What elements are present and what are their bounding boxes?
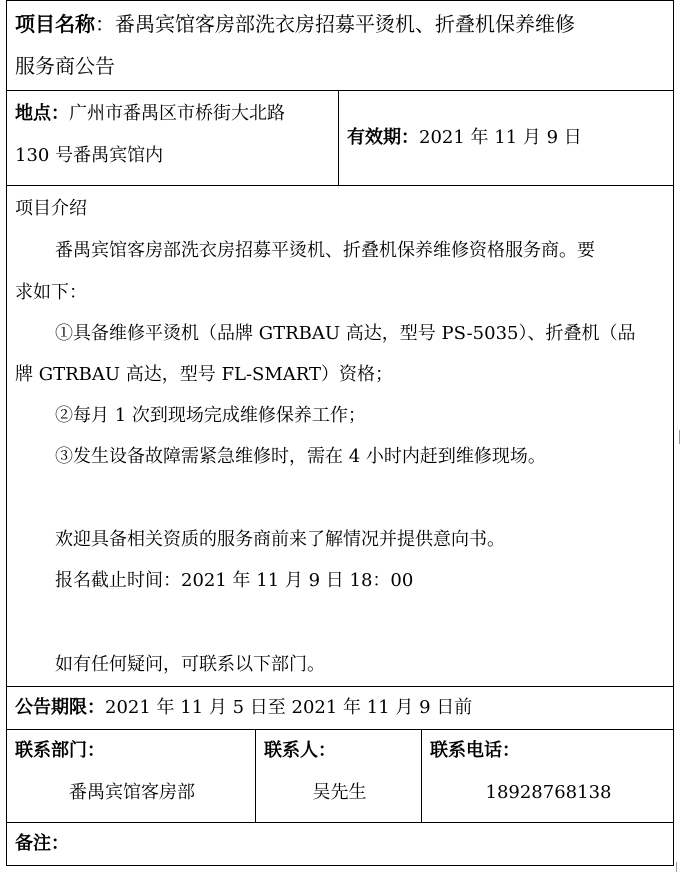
phone-cell [421,729,674,823]
period-line [15,689,472,727]
phone-value [422,774,675,812]
project-label: 项目名称 [15,12,95,36]
notice-table [6,0,674,866]
contact-note: 如有任何疑问，可联系以下部门。 [55,654,325,675]
period-label: 公告期限： [15,697,105,718]
location-value-line1: 广州市番禺区市桥街大北路 [69,103,285,124]
phone-value-text: 18928768138 [485,782,612,803]
validity-line [347,119,582,157]
dept-value [7,774,257,812]
validity-value: 2021 年 11 月 9 日 [419,127,582,148]
remarks-cell [6,822,674,866]
person-value [256,774,423,812]
welcome-text: 欢迎具备相关资质的服务商前来了解情况并提供意向书。 [55,529,505,550]
person-label: 联系人： [264,740,336,761]
location-label: 地点： [15,103,69,124]
requirement-1-line2: 牌 GTRBAU 高达，型号 FL-SMART）资格； [15,364,394,385]
person-value-text: 吴先生 [312,782,367,803]
validity-cell [338,90,674,186]
page-edge-mark-bottom [676,862,685,872]
dept-label: 联系部门： [15,740,105,761]
intro-para1-line1: 番禺宾馆客房部洗衣房招募平烫机、折叠机保养维修资格服务商。要 [55,240,595,261]
period-cell [6,686,674,730]
page-edge-mark [679,430,685,444]
dept-value-text: 番禺宾馆客房部 [69,782,195,803]
title-cell [6,0,674,91]
location-value-line2: 130 号番禺宾馆内 [15,145,164,166]
deadline-text: 报名截止时间：2021 年 11 月 9 日 18：00 [55,570,414,591]
period-value: 2021 年 11 月 5 日至 2021 年 11 月 9 日前 [105,697,473,718]
intro-para1-line2: 求如下： [15,282,87,303]
phone-label: 联系电话： [430,740,520,761]
location-cell [6,90,339,186]
project-title-text: 番禺宾馆客房部洗衣房招募平烫机、折叠机保养维修 [115,12,575,36]
requirement-3: ③发生设备故障需紧急维修时，需在 4 小时内赶到维修现场。 [55,446,546,467]
requirement-2: ②每月 1 次到现场完成维修保养工作； [55,405,366,426]
dept-cell [6,729,256,823]
intro-cell [6,185,674,687]
project-title-line1: 项目名称：番禺宾馆客房部洗衣房招募平烫机、折叠机保养维修 [15,12,575,36]
location-line1 [15,95,285,133]
intro-heading: 项目介绍 [15,198,87,219]
requirement-1-line1: ①具备维修平烫机（品牌 GTRBAU 高达，型号 PS-5035）、折叠机（品 [55,323,636,344]
project-title-line2: 服务商公告 [15,54,115,78]
person-cell [255,729,422,823]
remarks-label: 备注： [15,833,69,854]
validity-label: 有效期： [347,127,419,148]
